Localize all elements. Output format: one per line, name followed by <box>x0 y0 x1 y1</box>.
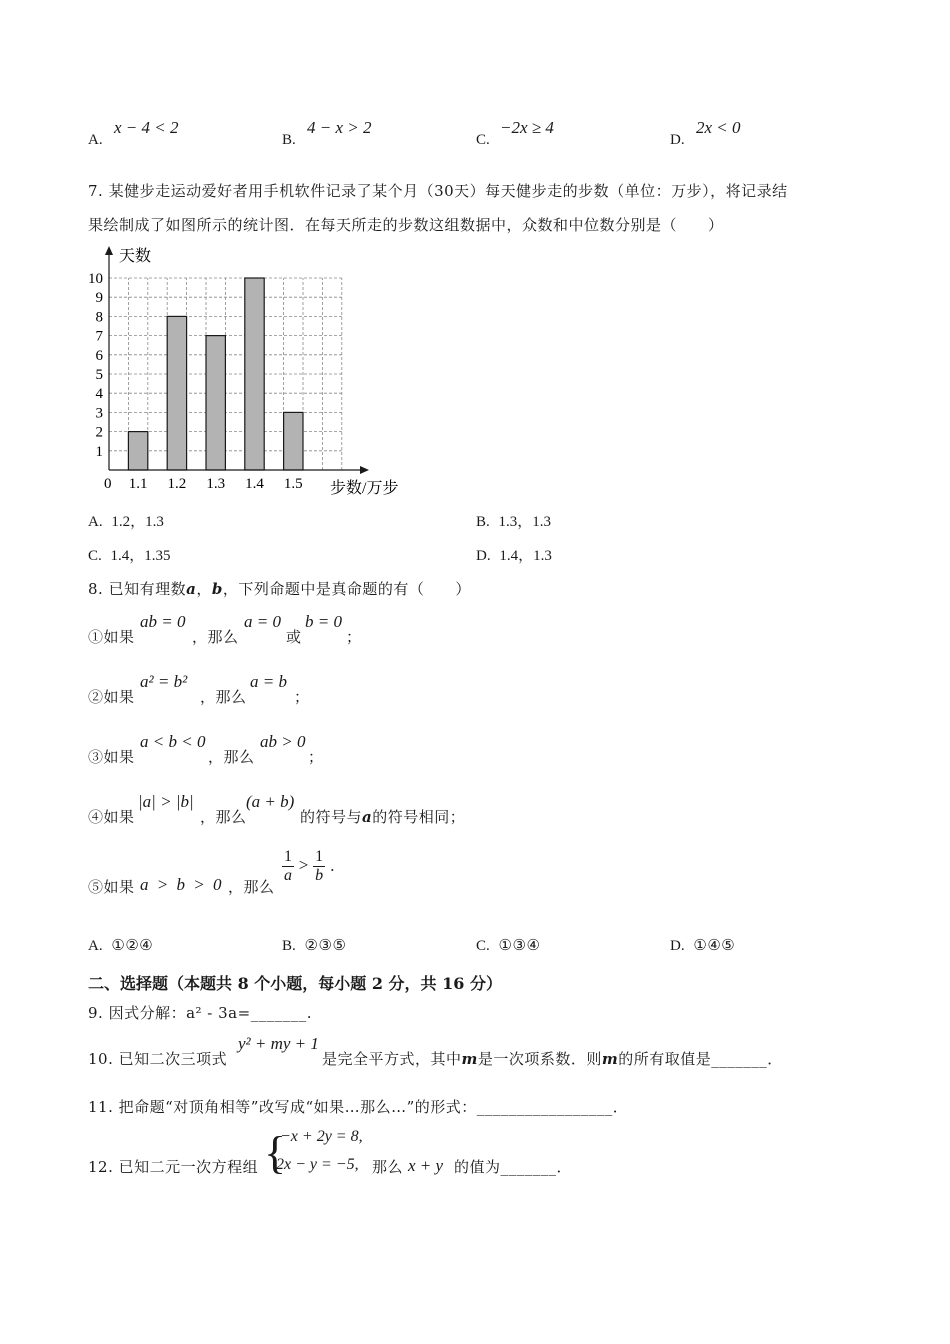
q6-option-c-label: C. <box>476 132 490 148</box>
q8-prop-4-rest1: 的符号与 <box>300 808 363 826</box>
q8-prop-4-rest <box>300 806 465 827</box>
q8-prop-2-prefix: ②如果 <box>88 688 135 706</box>
q8-prop-4-a: a <box>362 808 373 826</box>
q7-option-a-label: A. <box>88 514 103 530</box>
q8-prop-3 <box>88 732 488 768</box>
q7-option-b <box>476 510 551 531</box>
q7-option-d-text: 1.4，1.3 <box>499 548 552 564</box>
q8-prop-1-res1: a = 0 <box>244 612 281 631</box>
q8-prop-5 <box>88 848 488 898</box>
q8-prop-5-fracs <box>282 848 345 885</box>
q8-prop-3-mid: ，那么 <box>208 748 255 766</box>
q6-option-d-expr: 2x < 0 <box>696 118 741 137</box>
q8-stem-b: b <box>211 580 223 598</box>
q7-option-d-label: D. <box>476 548 491 564</box>
q8-prop-2 <box>88 672 488 708</box>
q6-option-b-expr: 4 − x > 2 <box>307 118 372 137</box>
q7-option-c-text: 1.4，1.35 <box>110 548 171 564</box>
fraction-1-over-a: $\frac{1}{a}$ <box>284 848 292 884</box>
y-tick-label: 9 <box>95 290 103 307</box>
q12-eq1: −x + 2y = 8, <box>280 1128 363 1145</box>
q8-option-b <box>282 936 346 955</box>
q8-prop-3-end: ； <box>308 748 324 766</box>
q7-stem-line2: 果绘制成了如图所示的统计图．在每天所走的步数这组数据中，众数和中位数分别是（ ） <box>88 216 724 234</box>
q8-prop-5-prefix: ⑤如果 <box>88 878 135 896</box>
q7-option-d <box>476 544 552 565</box>
y-axis-arrow <box>105 246 113 255</box>
q8-prop-5-cond: a > b > 0 <box>140 875 224 894</box>
q8-prop-4-prefix: ④如果 <box>88 808 135 826</box>
q8-prop-1-or: 或 <box>286 628 302 646</box>
q8-prop-1-cond: ab = 0 <box>140 612 186 631</box>
q8-option-d-text: ①④⑤ <box>693 936 736 954</box>
q10-rest <box>322 1048 783 1069</box>
q7-stem-line1: 7. 某健步走运动爱好者用手机软件记录了某个月（30天）每天健步走的步数（单位：万步），将记录结 <box>88 182 788 200</box>
q8-prop-3-prefix: ③如果 <box>88 748 135 766</box>
y-tick-label: 4 <box>95 386 103 403</box>
q8-prop-4 <box>88 792 588 828</box>
q10-mid2: 是一次项系数．则 <box>477 1050 602 1068</box>
bar-1.4 <box>245 278 264 470</box>
x-axis-arrow <box>360 466 369 474</box>
y-tick-label: 3 <box>95 405 103 422</box>
q10-expr: y² + my + 1 <box>238 1034 319 1053</box>
q7-option-c <box>88 544 171 565</box>
q12-eq2: 2x − y = −5, <box>276 1156 359 1173</box>
q8-option-a-text: ①②④ <box>111 936 154 954</box>
q8-prop-2-res: a = b <box>250 672 287 691</box>
q12 <box>88 1126 688 1186</box>
q8-prop-3-cond: a < b < 0 <box>140 732 206 751</box>
x-tick-label: 1.5 <box>283 476 303 492</box>
section-2-title: 二、选择题（本题共 8 个小题，每小题 2 分，共 16 分） <box>88 974 502 993</box>
q10-m2: m <box>601 1050 619 1068</box>
q8-option-d <box>670 936 735 955</box>
q6-option-d <box>670 118 870 152</box>
q10-mid1: 是完全平方式，其中 <box>322 1050 462 1068</box>
y-tick-label: 5 <box>95 367 103 383</box>
q6-option-c <box>476 118 676 152</box>
x-tick-label: 1.4 <box>245 476 264 492</box>
origin-label: 0 <box>104 476 112 492</box>
bar-1.1 <box>128 432 147 470</box>
q8-option-c <box>476 936 540 955</box>
q8-prop-3-res: ab > 0 <box>260 732 306 751</box>
q6-option-a-label: A. <box>88 132 103 148</box>
y-tick-label: 10 <box>88 271 103 287</box>
q8-option-c-text: ①③④ <box>498 936 541 954</box>
q8-stem-a: a <box>186 580 197 598</box>
q8-option-d-label: D. <box>670 938 685 954</box>
q8-prop-4-res: (a + b) <box>246 792 295 811</box>
q8-prop-1-end: ； <box>346 628 362 646</box>
y-tick-label: 2 <box>95 424 103 441</box>
bar-1.3 <box>206 336 225 470</box>
x-tick-label: 1.3 <box>206 476 226 492</box>
y-tick-label: 6 <box>95 347 103 364</box>
q8-prop-1-prefix: ①如果 <box>88 628 135 646</box>
q12-expr: x + y <box>408 1156 444 1175</box>
q12-mid: 那么 <box>372 1158 404 1176</box>
q8-prop-4-mid: ，那么 <box>200 808 247 826</box>
q10-end: 的所有取值是_______． <box>618 1050 783 1068</box>
y-tick-label: 1 <box>95 443 103 460</box>
q7-option-a-text: 1.2，1.3 <box>111 514 164 530</box>
q11-text: 11. 把命题“对顶角相等”改写成“如果…那么…”的形式：_________________． <box>88 1098 629 1116</box>
q8-stem-rest: ，下列命题中是真命题的有（ ） <box>222 580 471 598</box>
x-axis-title: 步数/万步 <box>330 480 399 497</box>
fraction-1-over-b: $\frac{1}{b}$ <box>315 848 324 884</box>
q8-stem-start: 8. 已知有理数 <box>88 580 187 598</box>
q6-option-a-expr: x − 4 < 2 <box>114 118 179 137</box>
q10-pre: 10. 已知二次三项式 <box>88 1050 228 1068</box>
q7-option-a <box>88 510 164 531</box>
x-tick-label: 1.2 <box>167 476 187 492</box>
q6-option-b-label: B. <box>282 132 296 148</box>
q8-prop-1-mid: ，那么 <box>192 628 239 646</box>
system-brace: { <box>264 1127 287 1178</box>
q8-stem-sep: ， <box>196 580 212 598</box>
q8-prop-5-end: ． <box>329 856 346 875</box>
q8-option-a-label: A. <box>88 938 103 954</box>
y-tick-label: 8 <box>95 309 103 326</box>
y-tick-label: 7 <box>95 328 103 345</box>
q8-prop-2-mid: ，那么 <box>200 688 247 706</box>
q8-prop-5-mid: ，那么 <box>228 878 275 896</box>
greater-than: > <box>298 855 309 875</box>
q8-option-b-label: B. <box>282 938 296 954</box>
q7-option-c-label: C. <box>88 548 102 564</box>
q8-prop-2-cond: a² = b² <box>140 672 188 691</box>
q8-prop-1-res2: b = 0 <box>305 612 342 631</box>
x-tick-label: 1.1 <box>128 476 148 492</box>
q6-option-c-expr: −2x ≥ 4 <box>500 118 554 137</box>
q12-pre: 12. 已知二元一次方程组 <box>88 1158 259 1176</box>
q8-option-c-label: C. <box>476 938 490 954</box>
q8-prop-2-end: ； <box>294 688 310 706</box>
q9-text: 9. 因式分解：a² - 3a=_______. <box>88 1004 312 1022</box>
q8-prop-4-rest2: 的符号相同； <box>372 808 466 826</box>
q8-option-b-text: ②③⑤ <box>304 936 347 954</box>
q6-option-a <box>88 118 288 152</box>
y-axis-title: 天数 <box>119 248 152 265</box>
q8-prop-4-cond: |a| > |b| <box>138 792 194 811</box>
bar-1.5 <box>284 412 303 470</box>
q6-option-b <box>282 118 482 152</box>
q8-stem <box>88 578 471 599</box>
q10 <box>88 1034 848 1070</box>
q6-option-d-label: D. <box>670 132 685 148</box>
q10-m1: m <box>461 1050 478 1068</box>
q8-prop-1 <box>88 612 488 648</box>
q8-option-a <box>88 936 153 955</box>
bar-chart <box>80 242 420 504</box>
q12-end: 的值为_______． <box>454 1158 573 1176</box>
q7-option-b-label: B. <box>476 514 490 530</box>
bar-1.2 <box>167 316 186 470</box>
q7-option-b-text: 1.3，1.3 <box>498 514 552 530</box>
